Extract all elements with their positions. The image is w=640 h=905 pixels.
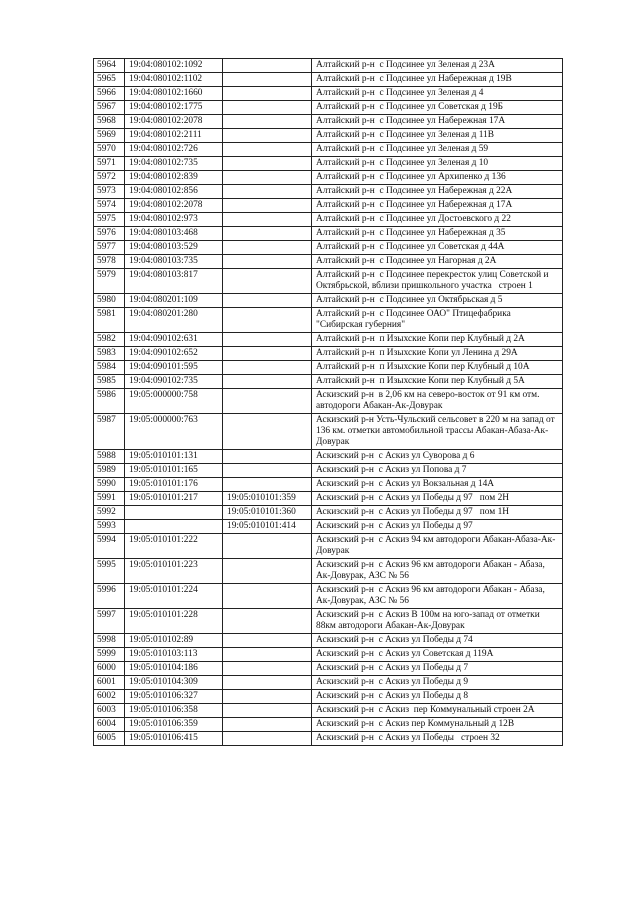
row-number: 5977: [94, 241, 125, 255]
table-row: [94, 584, 563, 609]
cadastral-number: 19:05:010106:359: [125, 718, 223, 732]
sub-cadastral-number: [223, 534, 312, 559]
cadastral-number: 19:05:000000:763: [125, 414, 223, 450]
table-row: [94, 414, 563, 450]
sub-cadastral-number: [223, 414, 312, 450]
cadastral-number: 19:04:080102:973: [125, 213, 223, 227]
row-number: 5968: [94, 115, 125, 129]
row-number: 6002: [94, 690, 125, 704]
table-row: [94, 464, 563, 478]
cadastral-number: 19:05:010106:358: [125, 704, 223, 718]
address-cell: Алтайский р-н с Подсинее ул Советская д 44А: [312, 241, 563, 255]
address-cell: Алтайский р-н с Подсинее ул Зеленая д 59: [312, 143, 563, 157]
table-row: [94, 732, 563, 746]
row-number: 5979: [94, 269, 125, 294]
address-cell: Алтайский р-н с Подсинее ул Зеленая д 23А: [312, 59, 563, 73]
cadastral-number: 19:05:010101:131: [125, 450, 223, 464]
sub-cadastral-number: [223, 241, 312, 255]
table-row: [94, 333, 563, 347]
sub-cadastral-number: [223, 255, 312, 269]
row-number: 5967: [94, 101, 125, 115]
address-cell: Аскизский р-н с Аскиз пер Коммунальный д 12В: [312, 718, 563, 732]
address-cell: Аскизский р-н Усть-Чульский сельсовет в 220 м на запад от 136 км. отметки автомобильной трассы Абакан-Абаза-Ак-Довурак: [312, 414, 563, 450]
row-number: 5997: [94, 609, 125, 634]
address-cell: Аскизский р-н с Аскиз ул Победы д 97: [312, 520, 563, 534]
table-row: [94, 559, 563, 584]
row-number: 5978: [94, 255, 125, 269]
sub-cadastral-number: [223, 559, 312, 584]
sub-cadastral-number: [223, 115, 312, 129]
table-row: [94, 129, 563, 143]
cadastral-number: 19:05:010101:223: [125, 559, 223, 584]
address-cell: Алтайский р-н с Подсинее ул Зеленая д 4: [312, 87, 563, 101]
sub-cadastral-number: 19:05:010101:359: [223, 492, 312, 506]
sub-cadastral-number: [223, 308, 312, 333]
row-number: 5965: [94, 73, 125, 87]
address-cell: Аскизский р-н в 2,06 км на северо-восток от 91 км отм. автодороги Абакан-Ак-Довурак: [312, 389, 563, 414]
cadastral-number: 19:04:080103:529: [125, 241, 223, 255]
address-cell: Алтайский р-н п Изыхские Копи пер Клубный д 10А: [312, 361, 563, 375]
sub-cadastral-number: [223, 450, 312, 464]
table-row: [94, 662, 563, 676]
row-number: 5966: [94, 87, 125, 101]
sub-cadastral-number: [223, 478, 312, 492]
cadastral-number: 19:04:080102:1102: [125, 73, 223, 87]
address-cell: Алтайский р-н с Подсинее ул Нагорная д 2А: [312, 255, 563, 269]
cadastral-number: 19:05:010101:228: [125, 609, 223, 634]
row-number: 5991: [94, 492, 125, 506]
row-number: 5973: [94, 185, 125, 199]
sub-cadastral-number: [223, 704, 312, 718]
cadastral-number: 19:05:010104:186: [125, 662, 223, 676]
table-row: [94, 241, 563, 255]
table-row: [94, 375, 563, 389]
cadastral-number: 19:04:080102:735: [125, 157, 223, 171]
sub-cadastral-number: [223, 662, 312, 676]
row-number: 5992: [94, 506, 125, 520]
address-cell: Алтайский р-н с Подсинее ул Набережная д 17А: [312, 199, 563, 213]
address-cell: Аскизский р-н с Аскиз 96 км автодороги Абакан - Абаза, Ак-Довурак, АЗС № 56: [312, 584, 563, 609]
row-number: 5986: [94, 389, 125, 414]
row-number: 6003: [94, 704, 125, 718]
cadastral-number: 19:04:080201:280: [125, 308, 223, 333]
table-row: [94, 269, 563, 294]
sub-cadastral-number: [223, 269, 312, 294]
address-cell: Алтайский р-н с Подсинее ул Набережная д 22А: [312, 185, 563, 199]
cadastral-number: 19:04:080102:1660: [125, 87, 223, 101]
sub-cadastral-number: [223, 73, 312, 87]
sub-cadastral-number: [223, 157, 312, 171]
cadastral-number: 19:04:090102:652: [125, 347, 223, 361]
address-cell: Аскизский р-н с Аскиз ул Суворова д 6: [312, 450, 563, 464]
table-row: [94, 534, 563, 559]
sub-cadastral-number: [223, 129, 312, 143]
address-cell: Алтайский р-н с Подсинее ул Советская д 19Б: [312, 101, 563, 115]
row-number: 5981: [94, 308, 125, 333]
cadastral-number: 19:05:010101:224: [125, 584, 223, 609]
cadastral-number: 19:04:080102:726: [125, 143, 223, 157]
sub-cadastral-number: [223, 213, 312, 227]
cadastral-number: 19:05:010101:176: [125, 478, 223, 492]
address-cell: Аскизский р-н с Аскиз ул Победы д 9: [312, 676, 563, 690]
table-row: [94, 308, 563, 333]
sub-cadastral-number: [223, 171, 312, 185]
address-cell: Аскизский р-н с Аскиз 94 км автодороги Абакан-Абаза-Ак-Довурак: [312, 534, 563, 559]
row-number: 5989: [94, 464, 125, 478]
table-body: [94, 59, 563, 746]
cadastral-number: 19:04:080102:2111: [125, 129, 223, 143]
table-row: [94, 227, 563, 241]
address-cell: Алтайский р-н с Подсинее ул Зеленая д 10: [312, 157, 563, 171]
table-row: [94, 718, 563, 732]
row-number: 6000: [94, 662, 125, 676]
row-number: 5984: [94, 361, 125, 375]
cadastral-number: 19:04:080102:2078: [125, 199, 223, 213]
table-row: [94, 648, 563, 662]
table-row: [94, 199, 563, 213]
address-cell: Аскизский р-н с Аскиз ул Победы д 97 пом 1Н: [312, 506, 563, 520]
sub-cadastral-number: [223, 389, 312, 414]
row-number: 5969: [94, 129, 125, 143]
cadastral-number: 19:05:010101:217: [125, 492, 223, 506]
address-cell: Алтайский р-н п Изыхские Копи ул Ленина д 29А: [312, 347, 563, 361]
cadastral-number: 19:05:010101:165: [125, 464, 223, 478]
cadastral-number: 19:04:080103:468: [125, 227, 223, 241]
table-row: [94, 506, 563, 520]
row-number: 5996: [94, 584, 125, 609]
table-row: [94, 520, 563, 534]
row-number: 5988: [94, 450, 125, 464]
cadastral-number: 19:05:010102:89: [125, 634, 223, 648]
cadastral-number: 19:04:080103:735: [125, 255, 223, 269]
address-cell: Алтайский р-н п Изыхские Копи пер Клубный д 5А: [312, 375, 563, 389]
table-row: [94, 347, 563, 361]
table-row: [94, 492, 563, 506]
property-table: [93, 58, 563, 746]
document-page: [93, 58, 563, 746]
table-row: [94, 87, 563, 101]
address-cell: Алтайский р-н с Подсинее ул Зеленая д 11В: [312, 129, 563, 143]
table-row: [94, 185, 563, 199]
row-number: 5971: [94, 157, 125, 171]
row-number: 5982: [94, 333, 125, 347]
address-cell: Аскизский р-н с Аскиз 96 км автодороги Абакан - Абаза, Ак-Довурак, АЗС № 56: [312, 559, 563, 584]
cadastral-number: 19:05:010103:113: [125, 648, 223, 662]
sub-cadastral-number: [223, 87, 312, 101]
table-row: [94, 143, 563, 157]
cadastral-number: 19:04:080102:2078: [125, 115, 223, 129]
row-number: 6005: [94, 732, 125, 746]
address-cell: Аскизский р-н с Аскиз ул Попова д 7: [312, 464, 563, 478]
table-row: [94, 59, 563, 73]
cadastral-number: 19:05:010104:309: [125, 676, 223, 690]
address-cell: Алтайский р-н с Подсинее ул Достоевского д 22: [312, 213, 563, 227]
row-number: 5980: [94, 294, 125, 308]
row-number: 6004: [94, 718, 125, 732]
table-row: [94, 704, 563, 718]
sub-cadastral-number: [223, 584, 312, 609]
sub-cadastral-number: [223, 361, 312, 375]
row-number: 5970: [94, 143, 125, 157]
sub-cadastral-number: [223, 690, 312, 704]
table-row: [94, 478, 563, 492]
cadastral-number: 19:04:080103:817: [125, 269, 223, 294]
sub-cadastral-number: [223, 185, 312, 199]
row-number: 5985: [94, 375, 125, 389]
sub-cadastral-number: [223, 227, 312, 241]
table-row: [94, 157, 563, 171]
row-number: 5998: [94, 634, 125, 648]
table-row: [94, 255, 563, 269]
cadastral-number: 19:04:080201:109: [125, 294, 223, 308]
table-row: [94, 450, 563, 464]
row-number: 5995: [94, 559, 125, 584]
sub-cadastral-number: [223, 718, 312, 732]
cadastral-number: 19:04:090102:735: [125, 375, 223, 389]
table-row: [94, 361, 563, 375]
row-number: 5994: [94, 534, 125, 559]
sub-cadastral-number: [223, 347, 312, 361]
sub-cadastral-number: [223, 732, 312, 746]
address-cell: Алтайский р-н с Подсинее ул Набережная 17А: [312, 115, 563, 129]
cadastral-number: 19:04:090101:595: [125, 361, 223, 375]
row-number: 5975: [94, 213, 125, 227]
table-row: [94, 676, 563, 690]
sub-cadastral-number: [223, 634, 312, 648]
sub-cadastral-number: [223, 609, 312, 634]
row-number: 5974: [94, 199, 125, 213]
row-number: 5987: [94, 414, 125, 450]
sub-cadastral-number: 19:05:010101:360: [223, 506, 312, 520]
sub-cadastral-number: [223, 464, 312, 478]
row-number: 5964: [94, 59, 125, 73]
cadastral-number: [125, 520, 223, 534]
address-cell: Аскизский р-н с Аскиз В 100м на юго-запад от отметки 88км автодороги Абакан-Ак-Довурак: [312, 609, 563, 634]
address-cell: Аскизский р-н с Аскиз ул Победы строен 32: [312, 732, 563, 746]
address-cell: Аскизский р-н с Аскиз ул Вокзальная д 14А: [312, 478, 563, 492]
table-row: [94, 213, 563, 227]
address-cell: Аскизский р-н с Аскиз ул Победы д 74: [312, 634, 563, 648]
row-number: 6001: [94, 676, 125, 690]
cadastral-number: 19:05:010106:327: [125, 690, 223, 704]
cadastral-number: 19:04:090102:631: [125, 333, 223, 347]
address-cell: Алтайский р-н с Подсинее ОАО" Птицефабрика "Сибирская губерния": [312, 308, 563, 333]
sub-cadastral-number: [223, 101, 312, 115]
cadastral-number: 19:04:080102:839: [125, 171, 223, 185]
address-cell: Аскизский р-н с Аскиз ул Победы д 8: [312, 690, 563, 704]
sub-cadastral-number: [223, 199, 312, 213]
table-row: [94, 101, 563, 115]
sub-cadastral-number: [223, 333, 312, 347]
cadastral-number: 19:05:010101:222: [125, 534, 223, 559]
table-row: [94, 73, 563, 87]
address-cell: Алтайский р-н с Подсинее ул Октябрьская д 5: [312, 294, 563, 308]
cadastral-number: 19:05:000000:758: [125, 389, 223, 414]
cadastral-number: 19:05:010106:415: [125, 732, 223, 746]
sub-cadastral-number: 19:05:010101:414: [223, 520, 312, 534]
table-row: [94, 115, 563, 129]
address-cell: Алтайский р-н с Подсинее ул Архипенко д 136: [312, 171, 563, 185]
address-cell: Алтайский р-н п Изыхские Копи пер Клубный д 2А: [312, 333, 563, 347]
address-cell: Аскизский р-н с Аскиз ул Советская д 119А: [312, 648, 563, 662]
address-cell: Аскизский р-н с Аскиз ул Победы д 97 пом 2Н: [312, 492, 563, 506]
sub-cadastral-number: [223, 648, 312, 662]
cadastral-number: 19:04:080102:1775: [125, 101, 223, 115]
cadastral-number: 19:04:080102:856: [125, 185, 223, 199]
sub-cadastral-number: [223, 676, 312, 690]
cadastral-number: [125, 506, 223, 520]
row-number: 5983: [94, 347, 125, 361]
address-cell: Алтайский р-н с Подсинее ул Набережная д 35: [312, 227, 563, 241]
cadastral-number: 19:04:080102:1092: [125, 59, 223, 73]
row-number: 5990: [94, 478, 125, 492]
address-cell: Алтайский р-н с Подсинее ул Набережная д 19В: [312, 73, 563, 87]
sub-cadastral-number: [223, 294, 312, 308]
table-row: [94, 294, 563, 308]
table-row: [94, 389, 563, 414]
row-number: 5972: [94, 171, 125, 185]
sub-cadastral-number: [223, 375, 312, 389]
address-cell: Алтайский р-н с Подсинее перекресток улиц Советской и Октябрьской, вблизи пришкольного участка строен 1: [312, 269, 563, 294]
address-cell: Аскизский р-н с Аскиз ул Победы д 7: [312, 662, 563, 676]
address-cell: Аскизский р-н с Аскиз пер Коммунальный строен 2А: [312, 704, 563, 718]
table-row: [94, 171, 563, 185]
row-number: 5999: [94, 648, 125, 662]
row-number: 5976: [94, 227, 125, 241]
sub-cadastral-number: [223, 143, 312, 157]
table-row: [94, 690, 563, 704]
row-number: 5993: [94, 520, 125, 534]
table-row: [94, 634, 563, 648]
table-row: [94, 609, 563, 634]
sub-cadastral-number: [223, 59, 312, 73]
